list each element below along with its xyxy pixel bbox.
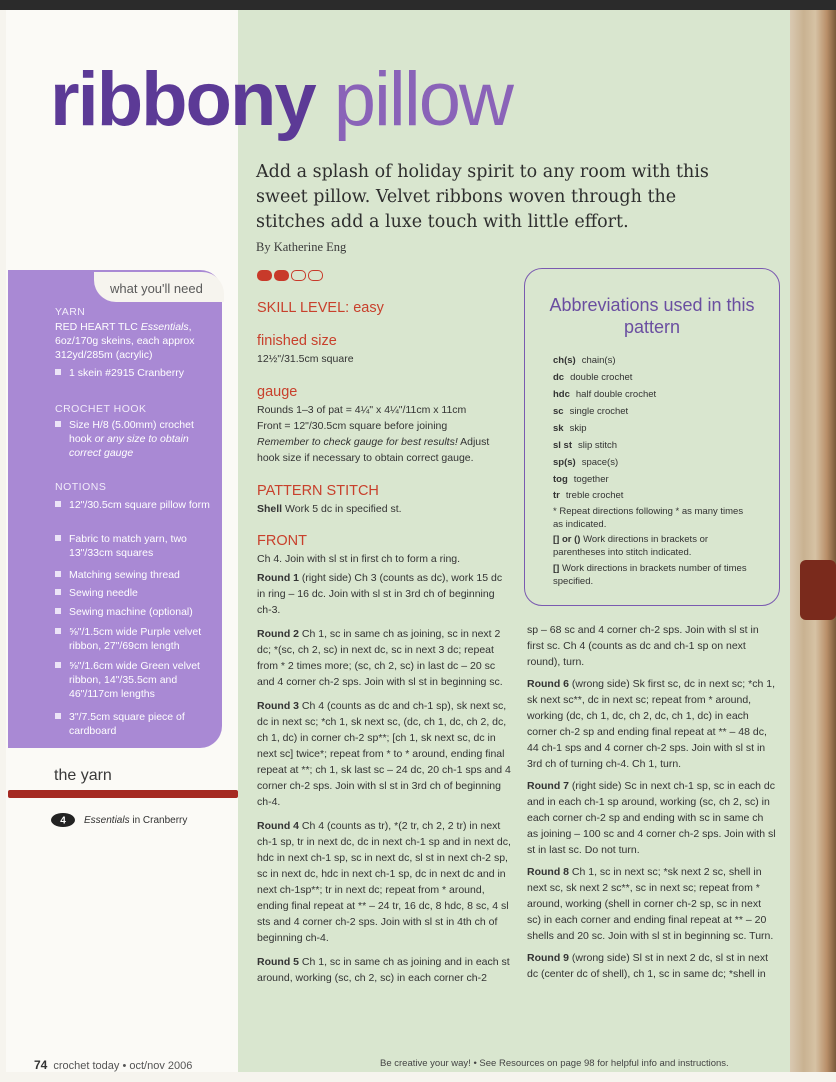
abbreviation-meaning: treble crochet — [565, 490, 624, 501]
notions-item: Sewing needle — [55, 586, 215, 600]
abbreviation-meaning: chain(s) — [581, 355, 616, 366]
page-title — [50, 57, 512, 142]
notions-item: Fabric to match yarn, two 13"/33cm squares — [55, 532, 215, 560]
abbreviation: dc — [553, 372, 565, 383]
skill-level-heading: SKILL LEVEL: easy — [257, 300, 384, 316]
front-heading: FRONT — [257, 533, 307, 549]
round-5-continued: sp – 68 sc and 4 corner ch-2 sps. Join with sl st in first sc. Ch 4 (counts as dc and ch-1 sp on next round), turn. — [527, 624, 759, 668]
the-yarn-heading: the yarn — [54, 767, 112, 784]
abbreviation-note-number — [553, 562, 753, 588]
abbreviation-meaning: half double crochet — [575, 389, 657, 400]
front-intro: Ch 4. Join with sl st in first ch to form a ring. — [257, 553, 461, 565]
round-label: Round 5 — [257, 956, 299, 968]
round-text: Ch 1, sc in same ch as joining and in each st around, working (sc, ch 2, sc) in each corner ch-2 — [257, 956, 510, 984]
abbreviation: sc — [553, 406, 564, 417]
round-text: (wrong side) Sl st in next 2 dc, sl st in next dc (center dc of shell), ch 1, sc in same dc; *shell in — [527, 952, 768, 980]
round-text: (right side) Ch 3 (counts as dc), work 15 dc in ring – 16 dc. Join with sl st in 3rd ch of beginning ch-3. — [257, 572, 503, 616]
abbreviation-row — [553, 372, 632, 383]
round-label: Round 1 — [257, 572, 299, 584]
round-label: Round 4 — [257, 820, 299, 832]
finished-size-heading: finished size — [257, 333, 337, 349]
yarn-brand: RED HEART TLC — [55, 321, 141, 333]
skill-pip — [291, 270, 306, 281]
abbreviation-meaning: slip stitch — [578, 440, 618, 451]
round-text: (wrong side) Sk first sc, dc in next sc; *ch 1, sk next sc**, dc in next sc; repeat from * around, working (dc, ch 1, dc, ch 2, dc, ch 1, dc) in each corner ch-2 sp and ending final repeat at ** – 48 dc, 44 ch-1 sps and 4 corner ch-2 sps. Join with sl st in 3rd ch of turning ch-4. Ch 1, turn. — [527, 678, 775, 770]
skill-pip — [308, 270, 323, 281]
hook-size: Size H/8 (5.00mm) crochet hook — [69, 419, 194, 445]
page-top-edge — [0, 0, 836, 10]
round-5 — [257, 954, 511, 986]
notions-item: ⅝"/1.5cm wide Purple velvet ribbon, 27"/69cm length — [55, 625, 215, 653]
round-label: Round 8 — [527, 866, 569, 878]
abbreviation-meaning: single crochet — [569, 406, 629, 417]
gauge-text — [257, 402, 512, 466]
abbreviation: sl st — [553, 440, 573, 451]
abbreviation-meaning: space(s) — [581, 457, 619, 468]
round-label: Round 3 — [257, 700, 299, 712]
finished-size-text: 12½"/31.5cm square — [257, 353, 354, 365]
shell-label: Shell — [257, 503, 283, 515]
abbreviation: tr — [553, 490, 560, 501]
abbreviation: sk — [553, 423, 564, 434]
page-footer-right: Be creative your way! • See Resources on page 98 for helpful info and instructions. — [380, 1058, 729, 1069]
abbreviation-meaning: together — [573, 474, 609, 485]
gauge-line-2: Front = 12"/30.5cm square before joining — [257, 420, 448, 432]
round-text: Ch 4 (counts as tr), *(2 tr, ch 2, 2 tr) in next ch-1 sp, tr in next dc, dc in next ch-1 sp and in next dc, hdc in next ch-1 sp, sc in next dc, sl st in next ch-2 sp, sc in next dc, hdc in next ch-1 sp, dc in next dc and in next ch-1sp**; tr in next dc; repeat from * around, ending final repeat at ** – 24 tr, 16 dc, 8 hdc, 8 sc, 4 sl sts and 4 corner ch-2 sps. Join with sl st in 4th ch of beginning ch-4. — [257, 820, 511, 944]
round-text: (right side) Sc in next ch-1 sp, sc in each dc and in each ch-1 sp around, working (sc, ch 2, sc) in each corner ch-2 sp and ending with sc in same ch as joining – 100 sc and 4 corner ch-2 sps. Join with sl st in last sc. Do not turn. — [527, 780, 776, 856]
shell-definition: Work 5 dc in specified st. — [282, 503, 402, 515]
yarn-name-line: Essentials — [84, 815, 130, 826]
round-text: Ch 1, sc in next sc; *sk next 2 sc, shell in next sc, sk next 2 sc**, sc in next sc; repeat from * around, working (shell in corner ch-2 sp, sc in next sc) in each corner and ending final repeat at ** – 20 shells and 20 sc. Join with sl st in beginning sc. Turn. — [527, 866, 774, 942]
abbreviation-note-brackets — [553, 533, 753, 559]
brackets-symbol: [] or () — [553, 534, 581, 545]
notions-item: Matching sewing thread — [55, 568, 215, 582]
notions-item: ⅝"/1.6cm wide Green velvet ribbon, 14"/35.5cm and 46"/117cm lengths — [55, 659, 215, 701]
abbreviation-row — [553, 389, 656, 400]
round-9 — [527, 950, 777, 982]
gauge-reminder: Remember to check gauge for best results! — [257, 436, 458, 448]
notions-item: 3"/7.5cm square piece of cardboard — [55, 710, 215, 738]
page-number: 74 — [34, 1058, 48, 1072]
abbreviation: sp(s) — [553, 457, 576, 468]
skill-level-icon — [257, 270, 323, 281]
title-word-pillow: pillow — [333, 57, 512, 142]
yarn-details: , 6oz/170g skeins, each approx 312yd/285m (acrylic) — [55, 321, 195, 361]
pillow-photo-edge — [790, 10, 836, 1072]
magazine-issue: crochet today • oct/nov 2006 — [53, 1060, 193, 1072]
yarn-weight-number: 4 — [60, 815, 66, 827]
abbreviation-row — [553, 355, 616, 366]
abbreviation-row — [553, 440, 617, 451]
number-symbol: [] — [553, 563, 560, 574]
hook-item — [55, 418, 215, 460]
title-word-ribbony: ribbony — [50, 57, 315, 142]
intro-paragraph: Add a splash of holiday spirit to any room with this sweet pillow. Velvet ribbons woven through the stitches add a luxe touch with little effort. — [256, 162, 709, 232]
hook-heading: CROCHET HOOK — [55, 403, 147, 415]
pattern-stitch-heading: PATTERN STITCH — [257, 483, 379, 499]
round-1 — [257, 570, 511, 618]
abbreviation: ch(s) — [553, 355, 576, 366]
number-text: Work directions in brackets number of times specified. — [553, 563, 747, 587]
round-8 — [527, 864, 777, 944]
byline: By Katherine Eng — [256, 240, 347, 254]
pattern-stitch-text — [257, 501, 512, 517]
gauge-heading: gauge — [257, 384, 298, 400]
front-instructions-col1 — [257, 551, 511, 1031]
abbreviation-row — [553, 474, 609, 485]
round-label: Round 6 — [527, 678, 569, 690]
notions-item: Sewing machine (optional) — [55, 605, 215, 619]
abbreviation-row — [553, 406, 628, 417]
abbreviation-row — [553, 490, 623, 501]
abbreviation: tog — [553, 474, 568, 485]
notions-item: 12"/30.5cm square pillow form — [55, 498, 215, 512]
round-label: Round 2 — [257, 628, 299, 640]
round-text: Ch 4 (counts as dc and ch-1 sp), sk next sc, dc in next sc; *ch 1, sk next sc, (dc, ch 1, dc, ch 2, dc, ch 1, dc) in corner ch-2 sp**; [ch 1, sk next sc, dc in next sc] twice*; repeat from * to * around, ending final repeat at **; ch 1, sk last sc – 24 dc, 20 ch-1 sps and 4 corner ch-2 sps. Join with sl st in 3rd ch of beginning ch-4. — [257, 700, 511, 808]
yarn-strand-image — [8, 790, 238, 798]
yarn-weight-icon — [50, 812, 76, 828]
skill-pip — [274, 270, 289, 281]
round-2 — [257, 626, 511, 690]
materials-title: what you'll need — [110, 281, 203, 296]
page-footer-left — [34, 1058, 192, 1072]
notions-heading: NOTIONS — [55, 481, 107, 493]
round-text: Ch 1, sc in same ch as joining, sc in next 2 dc; *(sc, ch 2, sc) in next dc, sc in next 3 dc; repeat from * 2 times more; (sc, ch 2, sc) in last dc – 20 sc and 4 corner ch-2 sps. Join with sl st in beginning sc. — [257, 628, 503, 688]
abbreviations-title: Abbreviations used in this pattern — [549, 295, 755, 337]
round-4 — [257, 818, 511, 946]
ribbon-photo-detail — [800, 560, 836, 620]
skill-pip — [257, 270, 272, 281]
yarn-heading: YARN — [55, 306, 86, 318]
abbreviation-meaning: double crochet — [570, 372, 633, 383]
yarn-item: 1 skein #2915 Cranberry — [55, 366, 215, 380]
round-label: Round 7 — [527, 780, 569, 792]
round-label: Round 9 — [527, 952, 569, 964]
round-7 — [527, 778, 777, 858]
abbreviation-note-repeat: * Repeat directions following * as many times as indicated. — [553, 506, 744, 530]
yarn-name — [84, 815, 187, 826]
yarn-description — [55, 320, 215, 362]
abbreviation-meaning: skip — [569, 423, 587, 434]
brackets-text: Work directions in brackets or parentheses into stitch indicated. — [553, 534, 709, 558]
gauge-line-1: Rounds 1–3 of pat = 4¼" x 4¼"/11cm x 11cm — [257, 404, 467, 416]
yarn-line: Essentials — [140, 321, 189, 333]
front-instructions-col2 — [527, 622, 777, 1042]
abbreviation-row — [553, 423, 586, 434]
hook-note: or any size to obtain correct gauge — [69, 433, 189, 459]
round-3 — [257, 698, 511, 810]
abbreviation: hdc — [553, 389, 570, 400]
gauge-adjust: Adjust hook size if necessary to obtain correct gauge. — [257, 436, 490, 464]
yarn-name-color: in Cranberry — [129, 815, 188, 826]
round-6 — [527, 676, 777, 772]
abbreviation-row — [553, 457, 618, 468]
